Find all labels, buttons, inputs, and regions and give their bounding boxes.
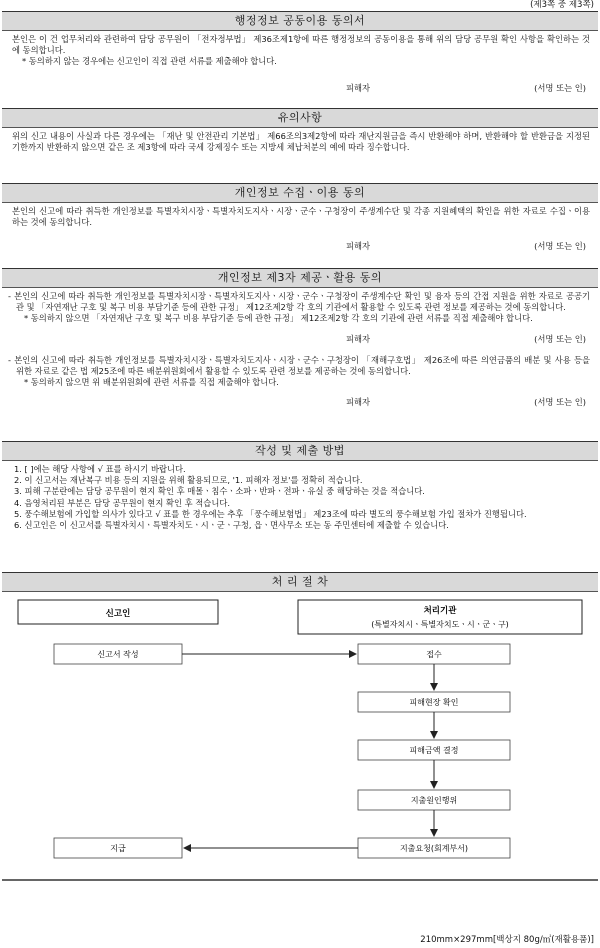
sign-hint: (서명 또는 인)	[534, 82, 586, 93]
form-sheet	[2, 11, 598, 882]
step-label: 피해금액 결정	[409, 746, 459, 755]
method-item: 6. 신고인은 이 신고서를 특별자치시ㆍ특별자치도ㆍ시ㆍ군ㆍ구청, 읍ㆍ면사무소 또는 동 주민센터에 제출할 수 있습니다.	[14, 520, 449, 531]
step-box	[358, 740, 510, 760]
admin-consent-note: * 동의하지 않는 경우에는 신고인이 직접 관련 서류를 제출해야 합니다.	[22, 56, 277, 67]
collect-consent-body: 본인의 신고에 따라 취득한 개인정보를 특별자치시장ㆍ특별자치도지사ㆍ시장ㆍ군수ㆍ구청장이 주생계수단 및 각종 지원혜택의 확인을 위한 자료로 수집ㆍ이용하는 것에 동의합니다.	[12, 206, 590, 228]
step-box	[358, 790, 510, 810]
paper-spec: 210mm×297mm[백상지 80g/㎡(재활용품)]	[420, 935, 594, 945]
procedure-title: 처 리 절 차	[2, 572, 598, 592]
signer-label: 피해자	[346, 397, 371, 408]
step-box	[358, 644, 510, 664]
method-section	[2, 461, 598, 572]
admin-consent-title: 행정정보 공동이용 동의서	[2, 11, 598, 31]
third-party-item-1: - 본인의 신고에 따라 취득한 개인정보를 특별자치시장ㆍ특별자치도지사ㆍ시장ㆍ군수ㆍ구청장이 주생계수단 확인 및 융자 등의 간접 지원을 위한 자료로 공공기관 및 「자연재난 구호 및 복구 비용 부담기준 등에 관한 규정」 제12조제2항 각 호의 기관에서 활용할 수 있도록 관련 정보를 제공하는 것에 동의합니다.	[8, 291, 590, 313]
admin-consent-section	[2, 31, 598, 108]
step-box	[358, 838, 510, 858]
third-party-consent-title: 개인정보 제3자 제공ㆍ활용 동의	[2, 268, 598, 288]
method-item: 3. 피해 구분란에는 담당 공무원이 현지 확인 후 매몰ㆍ침수ㆍ소파ㆍ반파ㆍ전파ㆍ유실 중 해당하는 것을 적습니다.	[14, 486, 425, 497]
third-party-item-2: - 본인의 신고에 따라 취득한 개인정보를 특별자치시장ㆍ특별자치도지사ㆍ시장ㆍ군수ㆍ구청장이 「재해구호법」 제26조에 따른 의연금품의 배분 및 사용 등을 위한 자료로 같은 법 제25조에 따른 배분위원회에서 활용할 수 있도록 관련 정보를 제공하는 것에 동의합니다.	[8, 354, 590, 376]
admin-consent-signature	[12, 82, 590, 94]
caution-title: 유의사항	[2, 108, 598, 128]
method-list	[6, 464, 590, 531]
sign-hint: (서명 또는 인)	[534, 333, 586, 344]
collect-consent-signature	[12, 240, 590, 252]
third-party-consent-section	[2, 288, 598, 441]
method-item: 5. 풍수해보험에 가입할 의사가 있다고 √ 표를 한 경우에는 추후 「풍수해보험법」 제23조에 따라 별도의 풍수해보험 가입 절차가 진행됩니다.	[14, 508, 527, 519]
method-item: 1. [ ]에는 해당 사항에 √ 표를 하시기 바랍니다.	[14, 464, 186, 474]
write-label: 신고서 작성	[97, 650, 139, 659]
signer-label: 피해자	[346, 333, 371, 344]
step-label: 접수	[426, 650, 442, 659]
method-item: 4. 음영처리된 부분은 담당 공무원이 현지 확인 후 적습니다.	[14, 497, 230, 508]
third-party-signature-2	[6, 396, 590, 408]
step-box	[358, 692, 510, 712]
payment-label: 지급	[110, 844, 126, 853]
agency-label: 처리기관	[423, 606, 457, 616]
page-number: (제3쪽 중 제3쪽)	[530, 0, 594, 10]
step-label: 지출요청(회계부서)	[399, 844, 469, 853]
method-title: 작성 및 제출 방법	[2, 441, 598, 461]
third-party-note-1: * 동의하지 않으면 「자연재난 구호 및 복구 비용 부담기준 등에 관한 규정」 제12조제2항 각 호의 기관에 관련 서류를 직접 제출해야 합니다.	[24, 313, 533, 324]
method-item: 2. 이 신고서는 재난복구 비용 등의 지원을 위해 활용되므로, '1. 피해자 정보'를 정확히 적습니다.	[14, 475, 363, 486]
collect-consent-section	[2, 203, 598, 268]
step-label: 피해현장 확인	[409, 698, 459, 707]
step-label: 지출원인행위	[410, 796, 458, 805]
reporter-label: 신고인	[105, 609, 131, 619]
admin-consent-body: 본인은 이 건 업무처리와 관련하여 담당 공무원이 「전자정부법」 제36조제1항에 따른 행정정보의 공동이용을 통해 위의 담당 공무원 확인 사항을 확인하는 것에 동의합니다.	[12, 34, 590, 56]
sign-hint: (서명 또는 인)	[534, 241, 586, 252]
procedure-flowchart	[2, 592, 598, 882]
collect-consent-title: 개인정보 수집ㆍ이용 동의	[2, 183, 598, 203]
sign-hint: (서명 또는 인)	[534, 397, 586, 408]
caution-body: 위의 신고 내용이 사실과 다른 경우에는 「재난 및 안전관리 기본법」 제66조의3제2항에 따라 재난지원금을 즉시 반환해야 하며, 반환해야 할 반환금을 지정된 기한까지 반환하지 않으면 같은 조 제3항에 따라 국세 강제징수 또는 지방세 체납처분의 예에 따라 징수합니다.	[12, 131, 590, 153]
third-party-signature-1	[6, 333, 590, 345]
agency-sub-label: (특별자치시ㆍ특별자치도ㆍ시ㆍ군ㆍ구)	[371, 620, 509, 629]
signer-label: 피해자	[346, 82, 371, 93]
third-party-note-2: * 동의하지 않으면 위 배분위원회에 관련 서류를 직접 제출해야 합니다.	[24, 377, 279, 388]
signer-label: 피해자	[346, 241, 371, 252]
caution-section	[2, 128, 598, 183]
